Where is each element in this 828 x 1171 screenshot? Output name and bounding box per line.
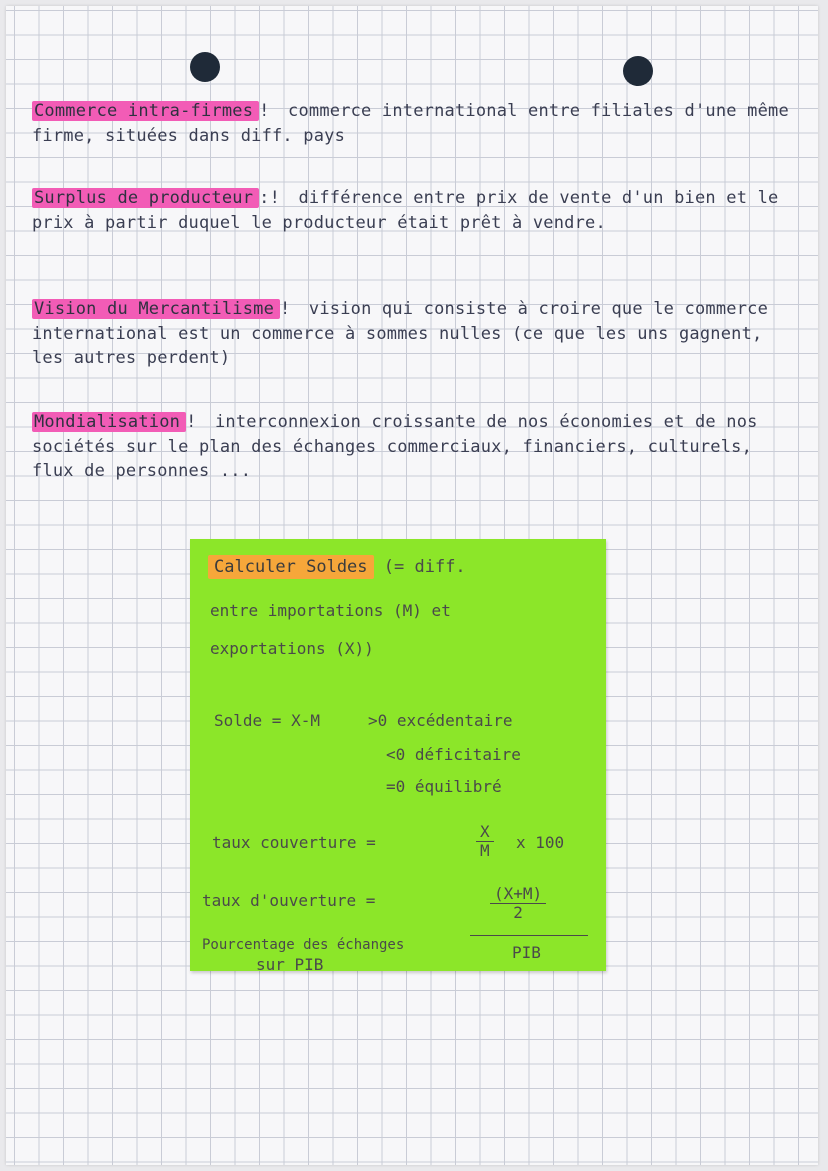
sticky-line-2: entre importations (M) et [210,601,451,620]
definition-separator: :! [259,188,281,208]
sticky-line-3: exportations (X)) [210,639,374,658]
solde-condition-positive: >0 excédentaire [368,711,513,730]
taux-couverture-label: taux couverture = [212,833,376,852]
definition-commerce-intra-firmes [32,99,792,148]
definition-separator: ! [280,299,291,319]
fraction-bar [470,935,588,936]
pib-denominator: PIB [512,943,541,962]
definition-term: Mondialisation [32,412,186,432]
definition-term: Surplus de producteur [32,188,259,208]
taux-couverture-fraction [476,823,494,860]
pourcentage-echanges-sub: sur PIB [256,955,324,974]
taux-ouverture-label: taux d'ouverture = [202,891,376,910]
fraction-numerator: (X+M) [490,885,546,904]
definition-separator: ! [186,412,197,432]
taux-ouverture-fraction [490,885,546,922]
punch-hole-right [623,56,653,86]
definition-separator: ! [259,101,270,121]
fraction-denominator: 2 [513,903,523,922]
punch-hole-left [190,52,220,82]
fraction-denominator: M [480,841,490,860]
definition-surplus-producteur [32,186,792,235]
definition-mondialisation [32,410,792,484]
definition-vision-mercantilisme [32,297,792,371]
solde-condition-zero: =0 équilibré [386,777,502,796]
definition-term: Vision du Mercantilisme [32,299,280,319]
sticky-note [190,539,606,974]
solde-condition-negative: <0 déficitaire [386,745,521,764]
solde-formula: Solde = X-M [214,711,320,730]
taux-couverture-multiplier: x 100 [516,833,565,852]
definition-text: différence entre prix de vente d'un bien et le prix à partir duquel le producteur était prêt à vendre. [32,188,779,233]
fraction-numerator: X [476,823,494,842]
sticky-title-suffix: (= diff. [383,557,466,577]
definition-text: commerce international entre filiales d'une même firme, situées dans diff. pays [32,101,789,146]
pourcentage-echanges-label: Pourcentage des échanges [202,937,405,953]
sticky-title: Calculer Soldes [208,555,374,579]
sticky-title-line [208,557,466,577]
definition-text: vision qui consiste à croire que le commerce international est un commerce à sommes nulles (ce que les uns gagnent, les autres perdent) [32,299,769,368]
definition-text: interconnexion croissante de nos économies et de nos sociétés sur le plan des échanges commerciaux, financiers, culturels, flux de personnes ... [32,412,758,481]
definition-term: Commerce intra-firmes [32,101,259,121]
